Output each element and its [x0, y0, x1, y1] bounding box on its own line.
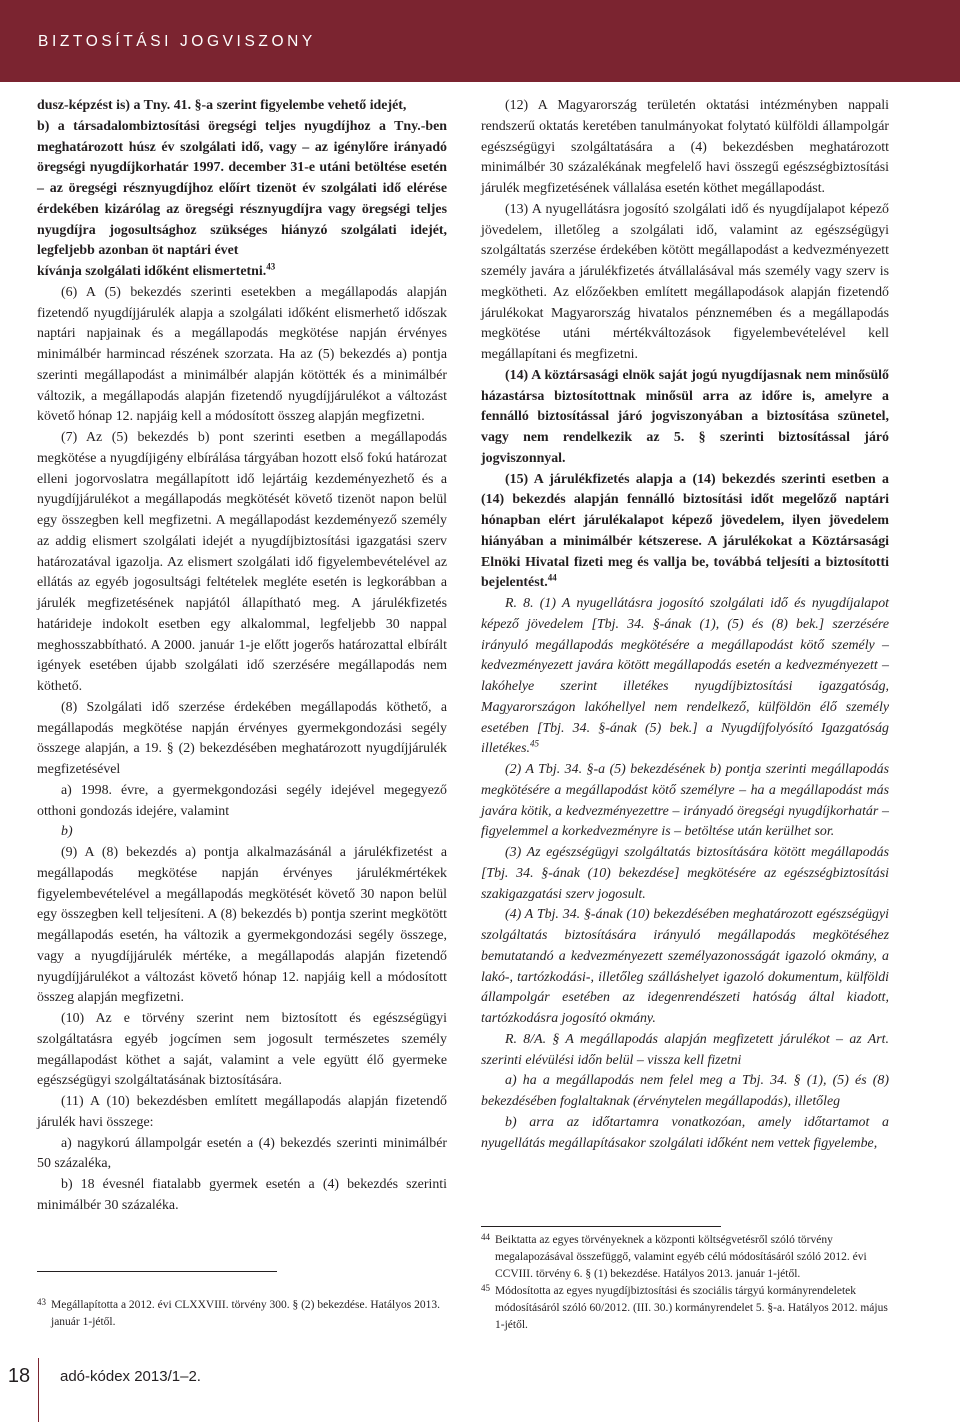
paragraph: R. 8/A. § A megállapodás alapján megfizetett járulékot – az Art. szerinti elévülési időn belül – vissza kell fizetni	[481, 1031, 889, 1068]
paragraph: b) 18 évesnél fiatalabb gyermek esetén a (4) bekezdés szerinti minimálbér 30 százaléka.	[37, 1177, 447, 1213]
footnote-text: Módosította az egyes nyugdíjbiztosítási és szociális tárgyú kormányrendeletek módosításáról szóló 60/2012. (III. 30.) kormányrendelet 5. §-a. Hatályos 2012. május 1-jétől.	[495, 1285, 888, 1331]
footnote-number: 45	[481, 1283, 490, 1293]
paragraph: (6) A (5) bekezdés szerinti esetekben a megállapodás alapján fizetendő nyugdíjjárulék alapja a szolgálati időként elismerhető időszak naptári napjainak és a megállapodás megkötése napján érvényes minimálbér harmincad részének szorzata. Ha az (5) bekezdés a) pontja szerinti megállapodást a minimálbér alapján kötötték és a minimálbér változik, a megállapodás alapján fizetendő nyugdíjjárulékot a változást követő hónap 12. napjáig kell a módosított összeg alapján megfizetni.	[37, 284, 447, 425]
footnote-ref: 43	[266, 261, 276, 272]
footnotes-right	[481, 1232, 891, 1334]
section-title: BIZTOSÍTÁSI JOGVISZONY	[38, 33, 316, 50]
paragraph-text: (15) A járulékfizetés alapja a (14) bekezdés szerinti esetben a (14) bekezdés alapján fennálló biztosítási időt megelőző naptári hónapban elért járulékalapot képező jövedelem, ilyen jövedelem hiányában a minimálbér kétszerese. A járulékokat a Köztársasági Elnöki Hivatal fizeti meg és vallja be, továbbá teljesíti a biztosítotti bejelentést.	[481, 471, 889, 591]
paragraph-text: R. 8. (1) A nyugellátásra jogosító szolgálati idő és nyugdíjalapot képező jövedelem [Tbj. 34. §-ának (1), (5) és (8) bek.] szerzésére irányuló megállapodás megkötésére a megállapodást kötő személy – kedvezményezett javára kötött megállapodás esetén a kedvezményezett – lakóhelye szerint illetékes nyugdíjbiztosítási igazgatóság, Magyarországon lakóhellyel nem rendelkező, külföldön élő személy esetében [Tbj. 34. §-ának (5) bek.] a Nyugdíjfolyósító Igazgatóság illetékes.	[481, 596, 889, 757]
paragraph	[481, 594, 889, 760]
footnote-number: 44	[481, 1232, 490, 1242]
footnote	[481, 1283, 891, 1334]
paragraph: (10) Az e törvény szerint nem biztosított és egészségügyi szolgáltatásra egyéb jogcímen sem jogosult természetes személy megállapodást köthet a saját, valamint a vele együtt élő gyermeke egészségügyi szolgáltatásának biztosítására.	[37, 1011, 447, 1089]
paragraph: a) nagykorú állampolgár esetén a (4) bekezdés szerinti minimálbér 50 százaléka,	[37, 1135, 447, 1172]
paragraph: (7) Az (5) bekezdés b) pont szerinti esetben a megállapodás megkötése a nyugdíjigény elbírálása tárgyában hozott első fokú határozat elleni jogorvoslatra megállapított idő lejártáig kezdeményezhető és a nyugdíjjárulékot a megállapodás megkötését követő tizenöt napon belül egy összegben kell megfizetni. A megállapodást kezdeményező személy az addig elismert szolgálati idejét a nyugdíjbiztosítási igazgatási szerv határozatával igazolja. Az elismert szolgálati idő figyelembevételével az ellátás az egyéb jogosultsági feltételek megléte esetén is legkorábban a járulék megfizetésének napjától állapítható meg. A járulékfizetés határideje indokolt esetben egy alkalommal, legfeljebb 30 nappal meghosszabbítható. A 2000. január 1-je előtt jogerős határozattal elbírált igények esetében újabb szolgálati idő szerzésére megállapodás nem köthető.	[37, 430, 447, 694]
left-column	[37, 96, 447, 1217]
footnote-number: 43	[37, 1297, 46, 1307]
paragraph: b) arra az időtartamra vonatkozóan, amely időtartamot a nyugellátás megállapításakor szolgálati időként nem vettek figyelembe,	[481, 1114, 889, 1151]
paragraph	[481, 470, 889, 595]
paragraph: a) ha a megállapodás nem felel meg a Tbj. 34. § (1), (5) és (8) bekezdésében foglaltaknak (érvénytelen megállapodás), illetőleg	[481, 1073, 889, 1109]
footer-divider	[38, 1358, 39, 1422]
paragraph: (13) A nyugellátásra jogosító szolgálati idő és nyugdíjalapot képező jövedelem, illetőleg a szolgálati idő, valamint az egészségügyi szolgáltatás szerzése érdekében kötött megállapodást a kedvezményezett személy javára a járulékfizetés átvállalásával más személy vagy szerv is megkötheti. Az előzőekben említett megállapodások alapján fizetendő járulékokat Magyarország hivatalos pénznemében és a megállapodás megkötése utáni mértékváltozások figyelembevételével kell megállapítani és megfizetni.	[481, 201, 889, 362]
section-banner	[0, 0, 960, 82]
paragraph: b)	[61, 824, 73, 840]
footnote-ref: 45	[529, 738, 539, 749]
footnote-divider	[481, 1226, 721, 1227]
footnote-text: Beiktatta az egyes törvényeknek a központi költségvetésről szóló törvény megalapozásával összefüggő, valamint egyéb célú módosításáról szóló 2012. évi CCVIII. törvény 6. § (1) bekezdése. Hatályos 2013. január 1-jétől.	[495, 1234, 867, 1280]
footnotes-left	[37, 1297, 447, 1331]
paragraph: (4) A Tbj. 34. §-ának (10) bekezdésében meghatározott egészségügyi szolgáltatás biztosítására irányuló megállapodás megkötéséhez bemutatandó a kedvezményezett személyazonosságát igazoló okmány, a lakó-, tartózkodási-, illetőleg szálláshelyet igazoló dokumentum, külföldi állampolgár esetében az idegenrendészeti hatóság által kiadott, tartózkodásra jogosító okmány.	[481, 907, 889, 1026]
paragraph: (14) A köztársasági elnök saját jogú nyugdíjasnak nem minősülő házastársa biztosítottnak minősül arra az időre is, amelyre a fennálló biztosítással járó jogviszonyában a biztosítása szünetel, vagy nem rendelkezik az 5. § szerinti biztosítással járó jogviszonnyal.	[481, 367, 889, 466]
page-number: 18	[7, 1364, 31, 1387]
paragraph: (3) Az egészségügyi szolgáltatás biztosítására kötött megállapodás [Tbj. 34. §-ának (10) bekezdése] megkötésére az egészségbiztosítási szakigazgatási szerv jogosult.	[481, 845, 889, 902]
footnote	[37, 1297, 447, 1331]
paragraph-text: kívánja szolgálati időként elismertetni.	[37, 264, 267, 279]
paragraph: (9) A (8) bekezdés a) pontja alkalmazásánál a járulékfizetést a megállapodás megkötése napján érvényes járulékmértékek figyelembevételével a megállapodás megkötését követő 30 napon belül egy összegben kell teljesíteni. A (8) bekezdés b) pontja szerint megkötött megállapodás esetén, ha változik a gyermekgondozási segély összege, vagy a nyugdíjjárulék mértéke, a megállapodás alapján fizetendő nyugdíjjárulékot a változást követő hónap 12. napjáig kell a módosított összeg alapján megfizetni.	[37, 845, 447, 1006]
right-column	[481, 96, 889, 1154]
paragraph: a) 1998. évre, a gyermekgondozási segély idejével megegyező otthoni gondozás idejére, valamint	[37, 782, 447, 819]
footnote	[481, 1232, 891, 1283]
paragraph: (11) A (10) bekezdésben említett megállapodás alapján fizetendő járulék havi összege:	[37, 1094, 447, 1130]
footnote-divider	[37, 1271, 277, 1272]
paragraph	[37, 262, 447, 283]
paragraph: (2) A Tbj. 34. §-a (5) bekezdésének b) pontja szerinti megállapodás megkötésére a megállapodást kötő személyre – ha a megállapodást más javára kötik, a kedvezményezettre – irányadó öregségi nyugdíjkorhatár – figyelemmel a korkedvezményre is – betöltése után kerülhet sor.	[481, 762, 889, 840]
journal-title: adó-kódex 2013/1–2.	[60, 1368, 201, 1385]
footnote-text: Megállapította a 2012. évi CLXXVIII. törvény 300. § (2) bekezdése. Hatályos 2013. január 1-jétől.	[51, 1299, 440, 1328]
paragraph: (12) A Magyarország területén oktatási intézményben nappali rendszerű oktatás keretében tanulmányokat folytató külföldi állampolgár egészségügyi szolgáltatására a (4) bekezdésben meghatározott minimálbér 30 százalékának megfelelő havi összegű egészségbiztosítási járulék megfizetésének vállalása esetén köthet megállapodást.	[481, 98, 889, 196]
footnote-ref: 44	[547, 572, 557, 583]
paragraph: b) a társadalombiztosítási öregségi teljes nyugdíjhoz a Tny.-ben meghatározott húsz év szolgálati idő, vagy – az igénylőre irányadó öregségi nyugdíjkorhatár 1997. december 31-e utáni betöltése esetén – az öregségi résznyugdíjhoz előírt tizenöt év szolgálati idő elérése érdekében kizárólag az öregségi résznyugdíjra vagy öregségi teljes nyugdíjra jogosultsághoz szükséges hiányzó szolgálati idejét, legfeljebb azonban öt naptári évet	[37, 118, 447, 259]
paragraph: (8) Szolgálati idő szerzése érdekében megállapodás köthető, a megállapodás megkötése napján érvényes gyermekgondozási segély összege alapján, a 19. § (2) bekezdésében meghatározott nyugdíjjárulék megfizetésével	[37, 699, 447, 777]
paragraph: dusz-képzést is) a Tny. 41. §-a szerint figyelembe vehető idejét,	[37, 98, 407, 113]
